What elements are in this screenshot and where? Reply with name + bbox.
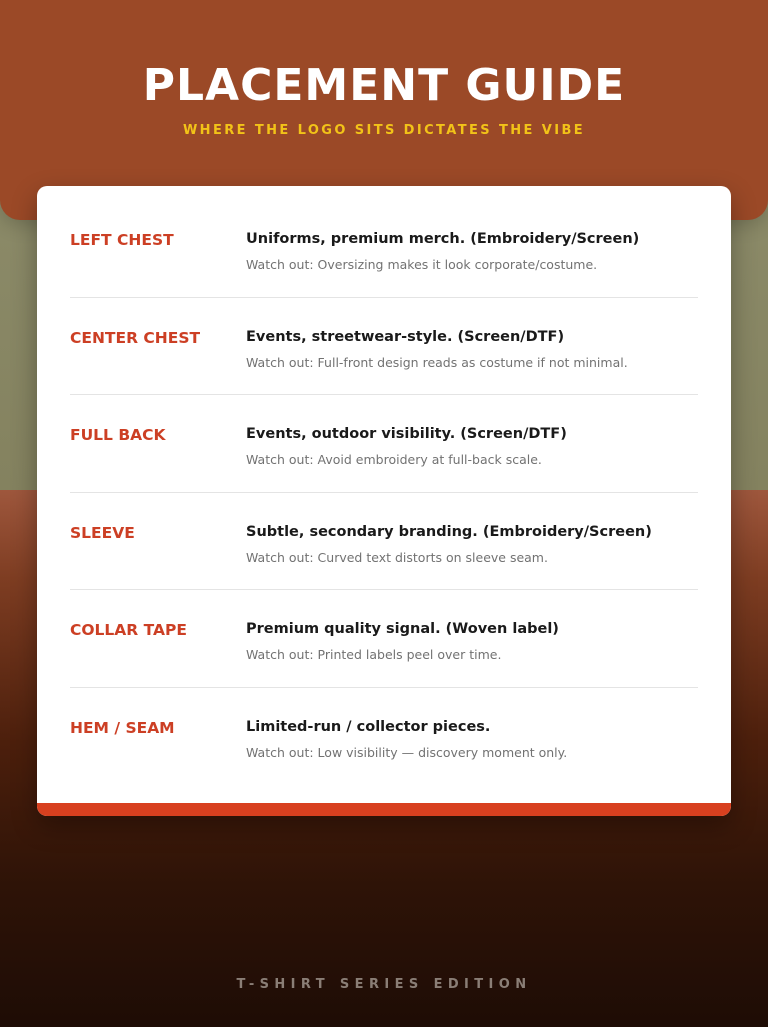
placement-use: Events, streetwear-style. (Screen/DTF) — [246, 328, 565, 345]
placement-use: Events, outdoor visibility. (Screen/DTF) — [246, 426, 567, 442]
placement-note: Watch out: Avoid embroidery at full-back scale. — [246, 452, 542, 467]
placement-row-left-chest — [70, 200, 698, 298]
placement-use: Uniforms, premium merch. (Embroidery/Screen) — [246, 231, 640, 247]
placement-note: Watch out: Printed labels peel over time. — [246, 647, 502, 662]
placement-use: Limited-run / collector pieces. — [246, 718, 491, 735]
placement-row-center-chest — [70, 298, 698, 396]
placement-label: HEM / SEAM — [70, 718, 175, 737]
footer-edition-label: T-SHIRT SERIES EDITION — [236, 977, 532, 992]
placement-row-hem-seam — [70, 688, 698, 786]
placement-card — [37, 186, 731, 816]
card-accent-stripe — [37, 803, 731, 816]
placement-row-full-back — [70, 395, 698, 493]
page-subtitle: WHERE THE LOGO SITS DICTATES THE VIBE — [182, 123, 586, 138]
placement-use: Subtle, secondary branding. (Embroidery/Screen) — [246, 523, 652, 540]
placement-use: Premium quality signal. (Woven label) — [246, 621, 559, 637]
placement-list — [70, 200, 698, 785]
placement-label: CENTER CHEST — [70, 328, 201, 347]
placement-label: SLEEVE — [70, 523, 135, 542]
placement-label: LEFT CHEST — [70, 231, 174, 249]
placement-note: Watch out: Curved text distorts on sleeve seam. — [246, 549, 548, 565]
placement-label: COLLAR TAPE — [70, 621, 187, 639]
placement-row-collar-tape — [70, 590, 698, 688]
page-title: PLACEMENT GUIDE — [142, 60, 626, 111]
placement-note: Watch out: Oversizing makes it look corporate/costume. — [246, 257, 598, 272]
placement-label: FULL BACK — [70, 426, 166, 444]
placement-row-sleeve — [70, 493, 698, 591]
placement-note: Watch out: Full-front design reads as costume if not minimal. — [246, 354, 628, 370]
placement-note: Watch out: Low visibility — discovery moment only. — [246, 744, 568, 760]
